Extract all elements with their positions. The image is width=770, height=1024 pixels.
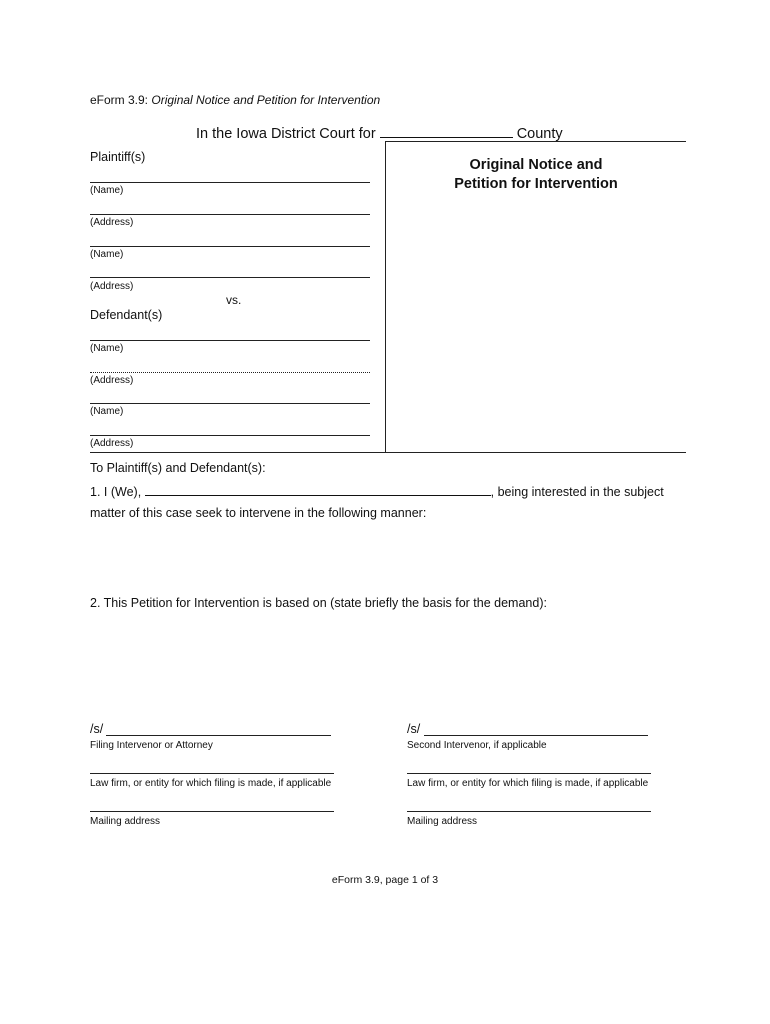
court-prefix: In the Iowa District Court for — [196, 126, 376, 142]
plaintiff-name-1-line[interactable] — [90, 182, 370, 183]
defendant-name-1-line[interactable] — [90, 340, 370, 341]
plaintiff-address-2-label: (Address) — [90, 281, 134, 292]
plaintiff-name-1-label: (Name) — [90, 185, 124, 196]
right-firm-label: Law firm, or entity for which filing is made, if applicable — [407, 778, 649, 789]
plaintiff-name-2-line[interactable] — [90, 246, 370, 247]
plaintiff-address-1-line[interactable] — [90, 214, 370, 215]
document-title-line-2: Petition for Intervention — [454, 176, 618, 192]
form-title: Original Notice and Petition for Intervention — [151, 93, 381, 107]
plaintiff-address-2-line[interactable] — [90, 277, 370, 278]
left-address-line[interactable] — [90, 811, 334, 812]
right-address-label: Mailing address — [407, 816, 478, 827]
item-2: 2. This Petition for Intervention is based on (state briefly the basis for the demand): — [90, 596, 547, 610]
right-signature-line[interactable] — [424, 735, 648, 736]
right-address-line[interactable] — [407, 811, 651, 812]
plaintiff-name-2-label: (Name) — [90, 249, 124, 260]
left-firm-line[interactable] — [90, 773, 334, 774]
left-signature-prefix: /s/ — [90, 722, 104, 736]
item-1-continued: matter of this case seek to intervene in the following manner: — [90, 506, 427, 520]
document-title-line-1: Original Notice and — [469, 157, 603, 173]
county-blank[interactable] — [380, 123, 513, 138]
item-1 — [90, 483, 664, 499]
left-signer-label: Filing Intervenor or Attorney — [90, 740, 213, 751]
court-suffix: County — [516, 126, 563, 142]
plaintiffs-label: Plaintiff(s) — [90, 150, 146, 164]
caption-bottom-rule — [90, 452, 686, 453]
item-1-end: , being interested in the subject — [490, 485, 664, 499]
caption-top-rule — [385, 141, 686, 142]
item-1-start: 1. I (We), — [90, 485, 142, 499]
plaintiff-address-1-label: (Address) — [90, 217, 134, 228]
defendants-label: Defendant(s) — [90, 308, 163, 322]
left-address-label: Mailing address — [90, 816, 161, 827]
intervenor-name-blank[interactable] — [145, 483, 491, 496]
defendant-address-2-line[interactable] — [90, 435, 370, 436]
defendant-address-2-label: (Address) — [90, 438, 134, 449]
defendant-name-2-line[interactable] — [90, 403, 370, 404]
page-footer: eForm 3.9, page 1 of 3 — [331, 874, 439, 886]
defendant-name-1-label: (Name) — [90, 343, 124, 354]
defendant-address-1-line[interactable] — [90, 372, 370, 373]
defendant-address-1-label: (Address) — [90, 375, 134, 386]
versus-label: vs. — [226, 293, 242, 307]
right-signature-prefix: /s/ — [407, 722, 421, 736]
salutation: To Plaintiff(s) and Defendant(s): — [90, 461, 266, 475]
form-identifier — [90, 93, 380, 107]
court-line — [196, 123, 563, 142]
right-signer-label: Second Intervenor, if applicable — [407, 740, 547, 751]
form-number: eForm 3.9: — [90, 93, 149, 107]
left-signature-line[interactable] — [106, 735, 331, 736]
left-firm-label: Law firm, or entity for which filing is made, if applicable — [90, 778, 332, 789]
document-title — [386, 156, 686, 194]
right-firm-line[interactable] — [407, 773, 651, 774]
defendant-name-2-label: (Name) — [90, 406, 124, 417]
